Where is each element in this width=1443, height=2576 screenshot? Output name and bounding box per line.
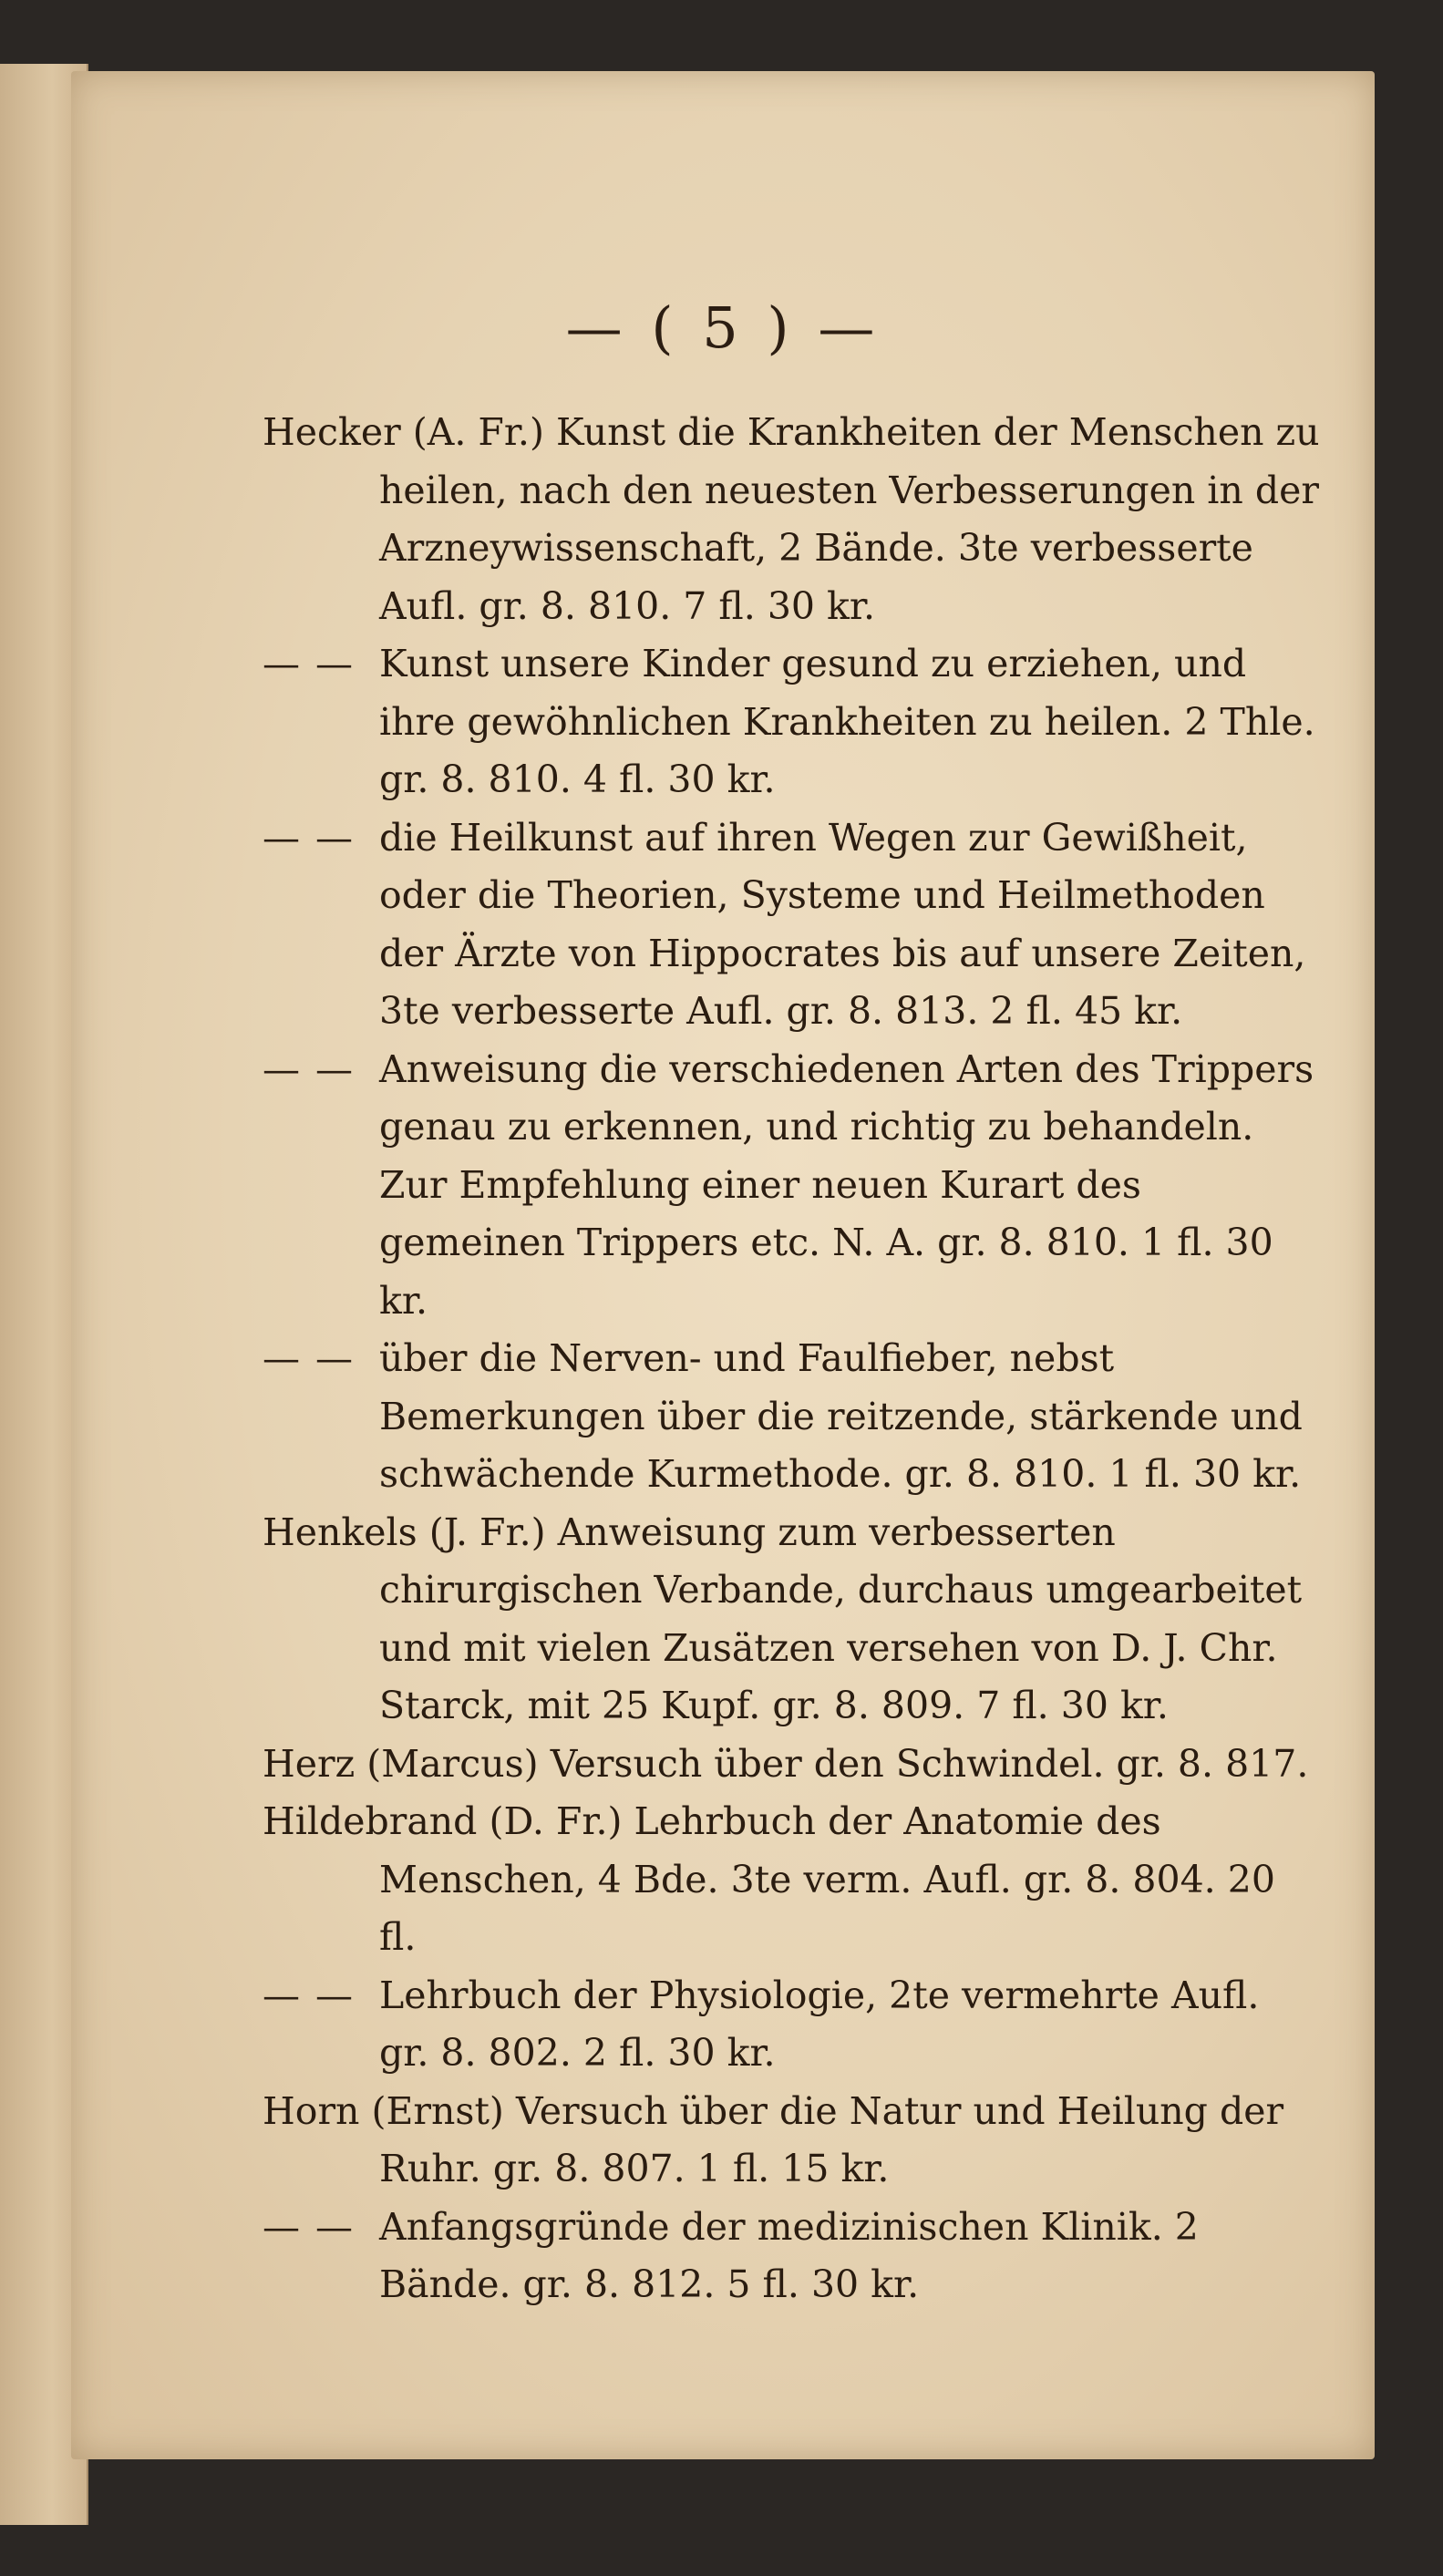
bibliography-entry <box>263 809 1320 1041</box>
ditto-dash: — — <box>263 1336 356 1380</box>
ditto-dash: — — <box>263 1046 356 1091</box>
bibliography-entry <box>263 1793 1320 1967</box>
bibliography-entry <box>263 2083 1320 2199</box>
entry-text: Hecker (A. Fr.) Kunst die Krankheiten der Menschen zu heilen, nach den neuesten Verbesserungen in der Arzneywissenschaft, 2 Bände. 3te verbesserte Aufl. gr. 8. 810. 7 fl. 30 kr. <box>263 410 1320 628</box>
entry-text: Anweisung die verschiedenen Arten des Trippers genau zu erkennen, und richtig zu behandeln. Zur Empfehlung einer neuen Kurart des gemeinen Trippers etc. N. A. gr. 8. 810. 1 fl. 30 kr. <box>379 1046 1314 1323</box>
bibliography-entry <box>263 2199 1320 2314</box>
bibliography-entry <box>263 1041 1320 1331</box>
bibliography-entry <box>263 404 1320 635</box>
entry-text: Horn (Ernst) Versuch über die Natur und Heilung der Ruhr. gr. 8. 807. 1 fl. 15 kr. <box>263 2088 1284 2190</box>
ditto-dash: — — <box>263 1973 356 2017</box>
entry-text: Kunst unsere Kinder gesund zu erziehen, und ihre gewöhnlichen Krankheiten zu heilen. 2 Thle. gr. 8. 810. 4 fl. 30 kr. <box>379 642 1315 801</box>
bibliography-entry <box>263 1504 1320 1736</box>
ditto-dash: — — <box>263 815 356 860</box>
entry-text: Lehrbuch der Physiologie, 2te vermehrte Aufl. gr. 8. 802. 2 fl. 30 kr. <box>379 1973 1260 2075</box>
bibliography-entry <box>263 1330 1320 1504</box>
bibliography-entry <box>263 635 1320 809</box>
bibliography-entry <box>263 1736 1320 1794</box>
page-number: — ( 5 ) — <box>565 294 881 361</box>
bibliography-list <box>263 404 1320 2314</box>
bibliography-entry <box>263 1967 1320 2083</box>
entry-text: Anfangsgründe der medizinischen Klinik. 2 Bände. gr. 8. 812. 5 fl. 30 kr. <box>379 2204 1199 2306</box>
ditto-dash: — — <box>263 642 356 685</box>
entry-text: die Heilkunst auf ihren Wegen zur Gewißheit, oder die Theorien, Systeme und Heilmethoden der Ärzte von Hippocrates bis auf unsere Zeiten, 3te verbesserte Aufl. gr. 8. 813. 2 fl. 45 kr. <box>379 815 1306 1033</box>
ditto-dash: — — <box>263 2204 356 2249</box>
entry-text: Hildebrand (D. Fr.) Lehrbuch der Anatomie des Menschen, 4 Bde. 3te verm. Aufl. gr. 8. 804. 20 fl. <box>263 1799 1275 1959</box>
book-page <box>71 71 1375 2459</box>
entry-text: Herz (Marcus) Versuch über den Schwindel. gr. 8. 817. <box>263 1741 1309 1786</box>
entry-text: über die Nerven- und Faulfieber, nebst Bemerkungen über die reitzende, stärkende und schwächende Kurmethode. gr. 8. 810. 1 fl. 30 kr. <box>379 1336 1303 1496</box>
entry-text: Henkels (J. Fr.) Anweisung zum verbesserten chirurgischen Verbande, durchaus umgearbeitet und mit vielen Zusätzen versehen von D. J. Chr. Starck, mit 25 Kupf. gr. 8. 809. 7 fl. 30 kr. <box>263 1510 1303 1727</box>
